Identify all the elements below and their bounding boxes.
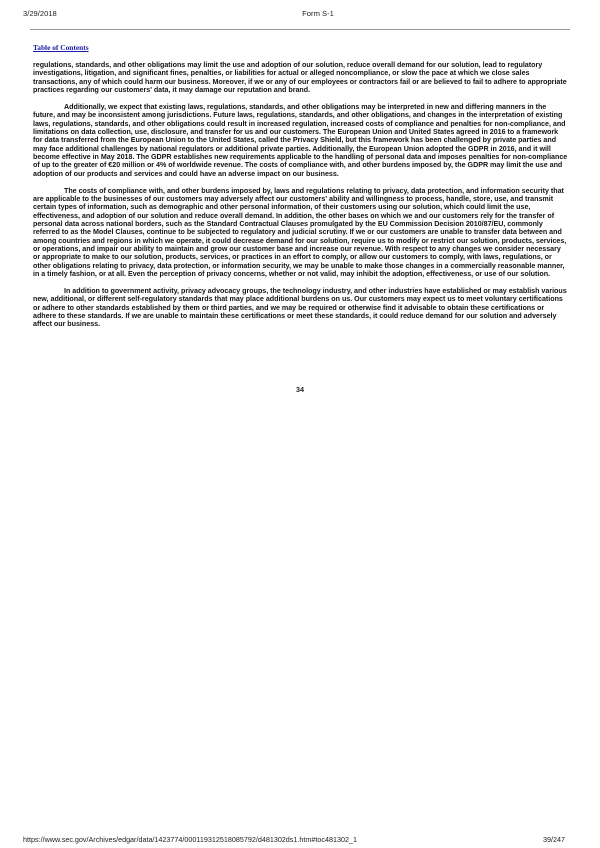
paragraph-future-laws: Additionally, we expect that existing laws, regulations, standards, and other obligations may be interpreted in new and differing manners in the future, and may be inconsistent among jurisdictions. Future laws, regulations, standards, and other obligations, and changes in the interpretation of existing laws, regulations, standards, and other obligations could result in increased regulation, increased costs of compliance and penalties for non-compliance, and limitations on data collection, use, disclosure, and transfer for us and our customers. The European Union and United States agreed in 2016 to a framework for data transferred from the European Union to the United States, called the Privacy Shield, but this framework has been challenged by private parties and may face additional challenges by national regulators or additional private parties. Additionally, the European Union adopted the GDPR in 2016, and it will become effective in May 2018. The GDPR establishes new requirements applicable to the handling of personal data and imposes penalties for non-compliance of up to the greater of €20 million or 4% of worldwide revenue. The costs of compliance with, and other burdens imposed by, the GDPR may limit the use and adoption of our products and services and could have an adverse impact on our business.	[33, 102, 568, 178]
table-of-contents-link[interactable]: Table of Contents	[33, 43, 89, 52]
header-divider	[30, 29, 570, 30]
document-body	[33, 61, 569, 337]
page-header-title: Form S-1	[302, 9, 334, 18]
footer-url: https://www.sec.gov/Archives/edgar/data/1423774/000119312518085792/d481302ds1.htm#toc481302_1	[23, 835, 357, 844]
footer-page-count: 39/247	[543, 835, 565, 844]
page-header-date: 3/29/2018	[23, 9, 57, 18]
paragraph-compliance-costs: The costs of compliance with, and other burdens imposed by, laws and regulations relating to privacy, data protection, and information security that are applicable to the businesses of our customers may adversely affect our customers' ability and willingness to process, handle, store, use, and transmit certain types of information, such as demographic and other personal information, of their customers using our solution, which could limit the use, effectiveness, and adoption of our solution and reduce overall demand. In addition, the other bases on which we and our customers rely for the transfer of personal data across national borders, such as the Standard Contractual Clauses promulgated by the EU Commission Decision 2010/87/EU, commonly referred to as the Model Clauses, continue to be subjected to regulatory and judicial scrutiny. If we or our customers are unable to transfer data between and among countries and regions in which we operate, it could decrease demand for our solution, require us to modify or restrict our solution, products, services, or operations, and impair our ability to maintain and grow our customer base and increase our revenue. With respect to any changes we consider necessary or appropriate to make to our solution, products, services, or practices in an effort to comply, or allow our customers to comply, with laws, regulations, or other obligations relating to privacy, data protection, or information security, we may be unable to make those changes in a commercially reasonable manner, in a timely fashion, or at all. Even the perception of privacy concerns, whether or not valid, may inhibit the adoption, effectiveness, or use of our solution.	[33, 186, 567, 279]
page-number: 34	[296, 385, 304, 394]
paragraph-continued: regulations, standards, and other obligations may limit the use and adoption of our solution, reduce overall demand for our solution, lead to regulatory investigations, litigation, and significant fines, penalties, or liabilities for actual or alleged noncompliance, or slow the pace at which we close sales transactions, any of which could harm our business. Moreover, if we or any of our employees or contractors fail or are believed to fail to adhere to appropriate practices regarding our customers' data, it may damage our reputation and brand.	[33, 61, 567, 95]
paragraph-self-regulatory: In addition to government activity, privacy advocacy groups, the technology industry, and other industries have established or may establish various new, additional, or different self-regulatory standards that may place additional burdens on us. Our customers may expect us to meet voluntary certifications or adhere to other standards established by them or third parties, and we may be required or otherwise find it advisable to obtain these certifications or adhere to these standards. If we are unable to maintain these certifications or meet these standards, it could reduce demand for our solution and adversely affect our business.	[33, 287, 567, 329]
